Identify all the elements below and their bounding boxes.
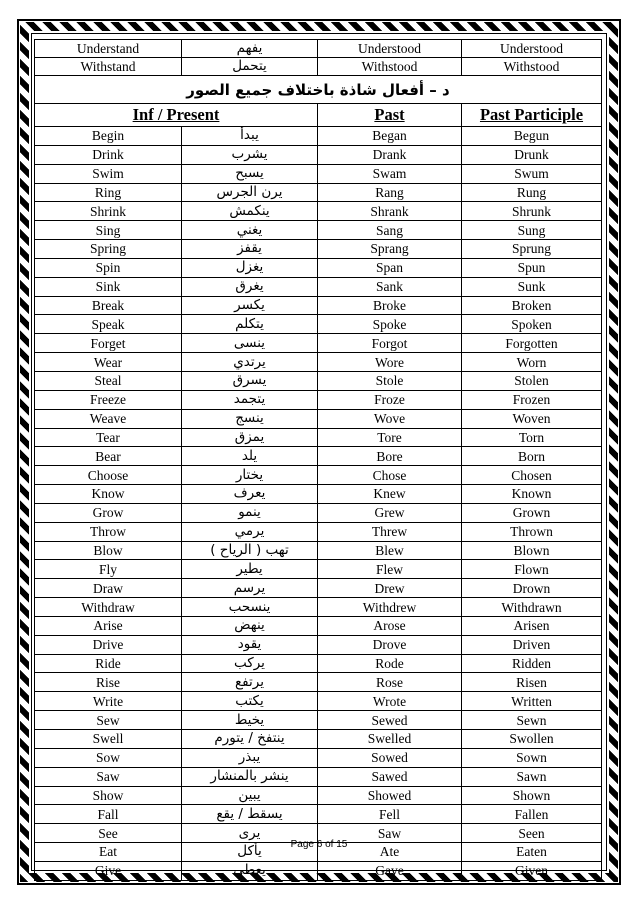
verb-participle: Thrown	[462, 522, 602, 541]
verb-present: Swim	[35, 164, 182, 183]
verb-participle: Torn	[462, 428, 602, 447]
verb-arabic: ينسحب	[182, 598, 318, 617]
verb-participle: Fallen	[462, 805, 602, 824]
verb-arabic: يتحمل	[182, 58, 318, 76]
verb-participle: Worn	[462, 353, 602, 372]
verb-arabic: يفهم	[182, 40, 318, 58]
verb-participle: Withstood	[462, 58, 602, 76]
verb-participle: Born	[462, 447, 602, 466]
verb-present: Blow	[35, 541, 182, 560]
verb-present: Rise	[35, 673, 182, 692]
verb-past: Grew	[318, 503, 462, 522]
verb-past: Sang	[318, 221, 462, 240]
verb-past: Flew	[318, 560, 462, 579]
verb-participle: Spun	[462, 258, 602, 277]
verb-present: Bear	[35, 447, 182, 466]
verb-arabic: يخيط	[182, 711, 318, 730]
table-row	[35, 673, 602, 692]
verb-past: Arose	[318, 616, 462, 635]
verb-arabic: يرمي	[182, 522, 318, 541]
verb-past: Broke	[318, 296, 462, 315]
verb-participle: Given	[462, 861, 602, 880]
verb-present: Arise	[35, 616, 182, 635]
verb-present: Fly	[35, 560, 182, 579]
verb-arabic: يلد	[182, 447, 318, 466]
verb-arabic: يختار	[182, 466, 318, 485]
table-row	[35, 258, 602, 277]
verb-participle: Forgotten	[462, 334, 602, 353]
table-row	[35, 277, 602, 296]
verb-present: Drive	[35, 635, 182, 654]
verb-past: Swelled	[318, 730, 462, 749]
verb-arabic: يسقط / يقع	[182, 805, 318, 824]
verb-participle: Drunk	[462, 145, 602, 164]
verb-arabic: يبين	[182, 786, 318, 805]
table-row	[35, 183, 602, 202]
verb-past: Understood	[318, 40, 462, 58]
verb-present: Withstand	[35, 58, 182, 76]
table-row	[35, 315, 602, 334]
verb-arabic: ينكمش	[182, 202, 318, 221]
table-row	[35, 40, 602, 58]
verb-past: Tore	[318, 428, 462, 447]
page-content	[34, 39, 601, 881]
verb-present: Fall	[35, 805, 182, 824]
verb-present: Wear	[35, 353, 182, 372]
verb-past: Wrote	[318, 692, 462, 711]
verb-arabic: يرن الجرس	[182, 183, 318, 202]
verb-participle: Swollen	[462, 730, 602, 749]
verb-participle: Understood	[462, 40, 602, 58]
verb-present: Forget	[35, 334, 182, 353]
verb-participle: Ridden	[462, 654, 602, 673]
table-row	[35, 730, 602, 749]
verb-participle: Written	[462, 692, 602, 711]
table-row	[35, 447, 602, 466]
verb-present: Break	[35, 296, 182, 315]
table-row	[35, 202, 602, 221]
verb-arabic: يتجمد	[182, 390, 318, 409]
verb-arabic: يقفز	[182, 240, 318, 259]
verb-arabic: ينمو	[182, 503, 318, 522]
verb-present: Freeze	[35, 390, 182, 409]
verb-participle: Spoken	[462, 315, 602, 334]
verb-arabic: يسبح	[182, 164, 318, 183]
verb-past: Stole	[318, 371, 462, 390]
table-row	[35, 805, 602, 824]
table-row	[35, 560, 602, 579]
verb-present: Draw	[35, 579, 182, 598]
verb-participle: Chosen	[462, 466, 602, 485]
verb-present: Sing	[35, 221, 182, 240]
table-row	[35, 409, 602, 428]
verb-participle: Sung	[462, 221, 602, 240]
table-row	[35, 334, 602, 353]
verb-past: Sewed	[318, 711, 462, 730]
table-row	[35, 127, 602, 146]
verb-participle: Seen	[462, 824, 602, 843]
verb-arabic: يطير	[182, 560, 318, 579]
page-footer: Page 6 of 15	[290, 839, 348, 850]
top-rows	[35, 40, 602, 76]
verb-past: Sprang	[318, 240, 462, 259]
table-row	[35, 767, 602, 786]
header-participle: Past Participle	[462, 104, 602, 127]
verb-past: Sawed	[318, 767, 462, 786]
verb-past: Drank	[318, 145, 462, 164]
verb-present: Choose	[35, 466, 182, 485]
verb-past: Showed	[318, 786, 462, 805]
verb-participle: Driven	[462, 635, 602, 654]
verb-past: Swam	[318, 164, 462, 183]
section-title-row	[35, 76, 602, 104]
table-row	[35, 579, 602, 598]
verb-arabic: ينهض	[182, 616, 318, 635]
verb-participle: Stolen	[462, 371, 602, 390]
verb-past: Sowed	[318, 748, 462, 767]
table-row	[35, 485, 602, 504]
header-row	[35, 104, 602, 127]
verb-past: Fell	[318, 805, 462, 824]
verb-arabic: يكسر	[182, 296, 318, 315]
verb-arabic: يرى	[182, 824, 318, 843]
verb-participle: Frozen	[462, 390, 602, 409]
table-row	[35, 654, 602, 673]
verb-past: Saw	[318, 824, 462, 843]
verb-arabic: يمزق	[182, 428, 318, 447]
verb-arabic: يتكلم	[182, 315, 318, 334]
verb-arabic: يغني	[182, 221, 318, 240]
verb-arabic: يرسم	[182, 579, 318, 598]
verb-arabic: ينسى	[182, 334, 318, 353]
verb-participle: Woven	[462, 409, 602, 428]
table-row	[35, 466, 602, 485]
table-row	[35, 353, 602, 372]
header-present: Inf / Present	[35, 104, 318, 127]
verb-present: Understand	[35, 40, 182, 58]
table-row	[35, 296, 602, 315]
verb-arabic: يسرق	[182, 371, 318, 390]
verb-arabic: يقود	[182, 635, 318, 654]
verb-participle: Risen	[462, 673, 602, 692]
verb-arabic: ينتفخ / يتورم	[182, 730, 318, 749]
verb-participle: Blown	[462, 541, 602, 560]
verb-present: Speak	[35, 315, 182, 334]
table-row	[35, 635, 602, 654]
verb-arabic: يغزل	[182, 258, 318, 277]
verb-past: Span	[318, 258, 462, 277]
verb-present: Weave	[35, 409, 182, 428]
verb-arabic: يبدأ	[182, 127, 318, 146]
table-row	[35, 240, 602, 259]
table-row	[35, 390, 602, 409]
verb-present: Steal	[35, 371, 182, 390]
header-past: Past	[318, 104, 462, 127]
verb-present: Know	[35, 485, 182, 504]
verb-past: Ate	[318, 843, 462, 862]
verb-present: Drink	[35, 145, 182, 164]
verb-arabic: يبذر	[182, 748, 318, 767]
table-row	[35, 711, 602, 730]
table-row	[35, 541, 602, 560]
verb-participle: Grown	[462, 503, 602, 522]
verb-participle: Rung	[462, 183, 602, 202]
verb-present: Ride	[35, 654, 182, 673]
verb-present: Spin	[35, 258, 182, 277]
verb-arabic: يعرف	[182, 485, 318, 504]
verb-past: Sank	[318, 277, 462, 296]
verb-present: Give	[35, 861, 182, 880]
verb-past: Bore	[318, 447, 462, 466]
verb-present: Shrink	[35, 202, 182, 221]
verb-arabic: يكتب	[182, 692, 318, 711]
table-row	[35, 522, 602, 541]
verb-present: Ring	[35, 183, 182, 202]
verb-past: Shrank	[318, 202, 462, 221]
table-row	[35, 428, 602, 447]
table-row	[35, 616, 602, 635]
verb-past: Withdrew	[318, 598, 462, 617]
verb-participle: Swum	[462, 164, 602, 183]
verb-table	[34, 39, 602, 881]
table-row	[35, 786, 602, 805]
verb-present: Sow	[35, 748, 182, 767]
verb-present: Write	[35, 692, 182, 711]
table-row	[35, 692, 602, 711]
verb-arabic: يعطي	[182, 861, 318, 880]
verb-participle: Eaten	[462, 843, 602, 862]
verb-past: Drove	[318, 635, 462, 654]
verb-past: Chose	[318, 466, 462, 485]
verb-participle: Sown	[462, 748, 602, 767]
verb-past: Began	[318, 127, 462, 146]
verb-arabic: ينسج	[182, 409, 318, 428]
verb-participle: Known	[462, 485, 602, 504]
verb-present: Grow	[35, 503, 182, 522]
verb-participle: Withdrawn	[462, 598, 602, 617]
verb-past: Gave	[318, 861, 462, 880]
verb-present: See	[35, 824, 182, 843]
verb-past: Knew	[318, 485, 462, 504]
verb-present: Saw	[35, 767, 182, 786]
table-row	[35, 503, 602, 522]
verb-participle: Flown	[462, 560, 602, 579]
table-row	[35, 145, 602, 164]
verb-present: Begin	[35, 127, 182, 146]
verb-participle: Begun	[462, 127, 602, 146]
table-row	[35, 164, 602, 183]
verb-past: Threw	[318, 522, 462, 541]
table-row	[35, 58, 602, 76]
table-row	[35, 861, 602, 880]
verb-past: Drew	[318, 579, 462, 598]
verb-participle: Sunk	[462, 277, 602, 296]
verb-present: Throw	[35, 522, 182, 541]
verb-present: Swell	[35, 730, 182, 749]
verb-past: Rang	[318, 183, 462, 202]
section-title: د – أفعال شاذة باختلاف جميع الصور	[35, 76, 602, 104]
verb-arabic: يرتفع	[182, 673, 318, 692]
verb-participle: Broken	[462, 296, 602, 315]
verb-arabic: يركب	[182, 654, 318, 673]
verb-participle: Sawn	[462, 767, 602, 786]
verb-past: Blew	[318, 541, 462, 560]
table-row	[35, 371, 602, 390]
verb-rows	[35, 127, 602, 881]
verb-past: Wove	[318, 409, 462, 428]
table-row	[35, 598, 602, 617]
verb-past: Forgot	[318, 334, 462, 353]
verb-present: Withdraw	[35, 598, 182, 617]
verb-arabic: يغرق	[182, 277, 318, 296]
verb-past: Rose	[318, 673, 462, 692]
verb-present: Eat	[35, 843, 182, 862]
verb-participle: Drown	[462, 579, 602, 598]
verb-arabic: يرتدي	[182, 353, 318, 372]
verb-present: Sew	[35, 711, 182, 730]
verb-arabic: تهب ( الرياح )	[182, 541, 318, 560]
verb-arabic: يشرب	[182, 145, 318, 164]
table-row	[35, 221, 602, 240]
verb-past: Rode	[318, 654, 462, 673]
verb-participle: Sprung	[462, 240, 602, 259]
verb-participle: Shrunk	[462, 202, 602, 221]
verb-arabic: ينشر بالمنشار	[182, 767, 318, 786]
verb-present: Spring	[35, 240, 182, 259]
verb-participle: Sewn	[462, 711, 602, 730]
verb-past: Wore	[318, 353, 462, 372]
verb-past: Withstood	[318, 58, 462, 76]
verb-past: Spoke	[318, 315, 462, 334]
verb-present: Sink	[35, 277, 182, 296]
verb-arabic: يأكل	[182, 843, 318, 862]
verb-present: Tear	[35, 428, 182, 447]
verb-present: Show	[35, 786, 182, 805]
verb-participle: Shown	[462, 786, 602, 805]
verb-past: Froze	[318, 390, 462, 409]
verb-participle: Arisen	[462, 616, 602, 635]
table-row	[35, 748, 602, 767]
